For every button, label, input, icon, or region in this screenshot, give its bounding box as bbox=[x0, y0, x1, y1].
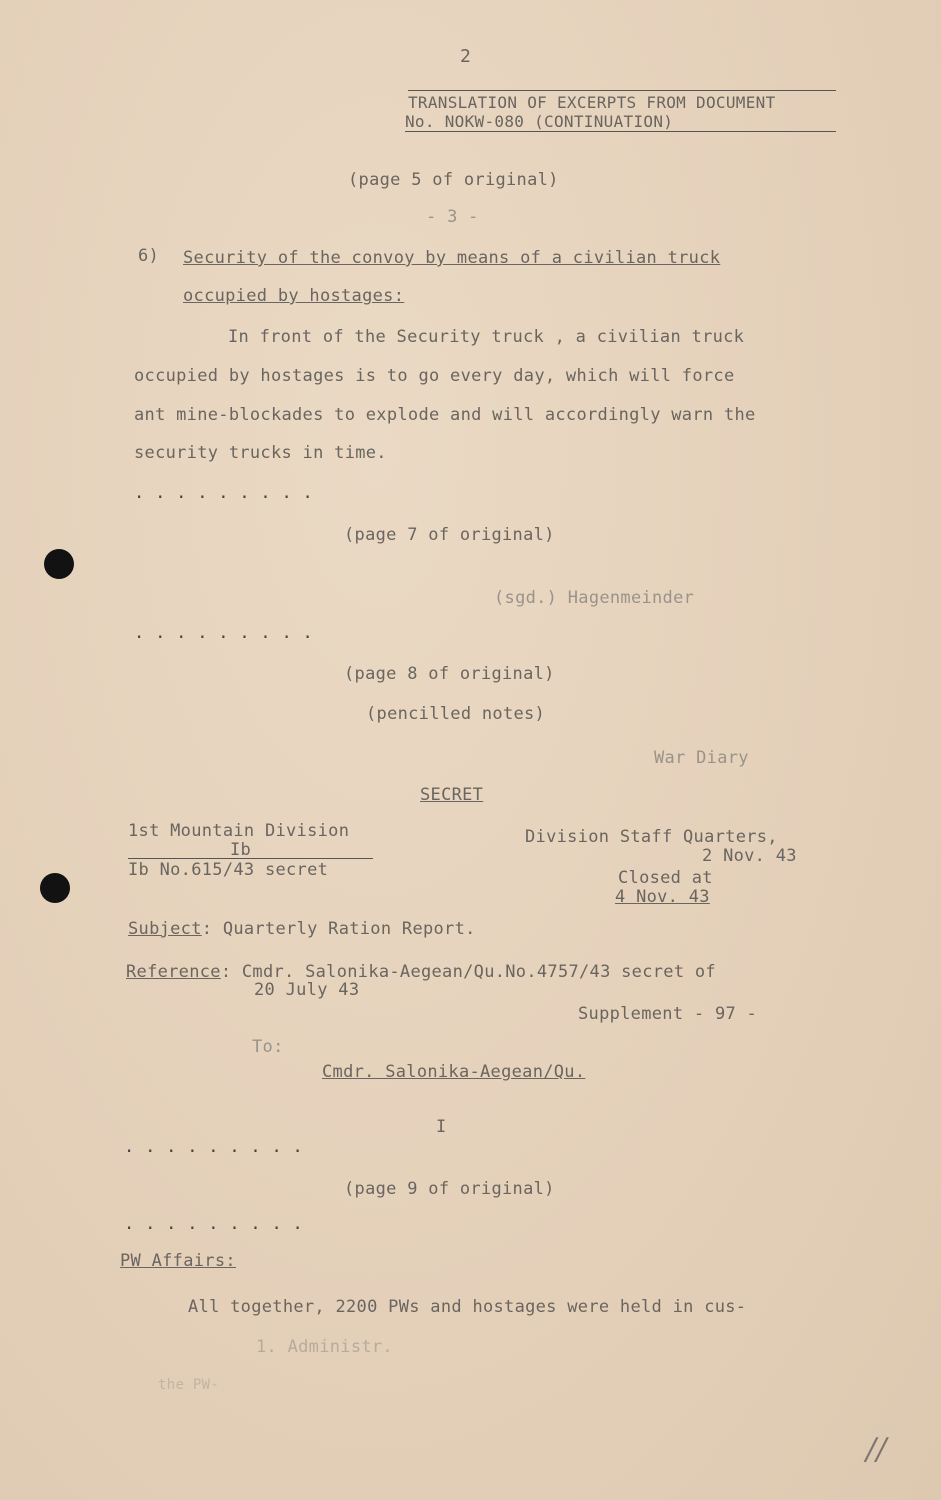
ellipsis-3: . . . . . . . . . bbox=[124, 1137, 304, 1157]
header-bottom-rule bbox=[405, 131, 836, 132]
body-line-1: In front of the Security truck , a civilian truck bbox=[228, 327, 745, 347]
subject-text: : Quarterly Ration Report. bbox=[201, 919, 476, 939]
pw-affairs-line2: 1. Administr. bbox=[256, 1337, 393, 1357]
ellipsis-4: . . . . . . . . . bbox=[124, 1214, 304, 1234]
pw-affairs-line1: All together, 2200 PWs and hostages were held in cus- bbox=[188, 1297, 747, 1317]
body-line-3: ant mine-blockades to explode and will accordingly warn the bbox=[134, 405, 756, 425]
pencilled-notes: (pencilled notes) bbox=[366, 704, 546, 724]
punch-hole-top bbox=[44, 549, 74, 579]
page-ref-8: (page 8 of original) bbox=[344, 664, 555, 684]
closed-at-label: Closed at bbox=[618, 868, 713, 888]
inner-page-number: - 3 - bbox=[426, 207, 479, 227]
memo-place: Division Staff Quarters, bbox=[525, 827, 778, 847]
margin-mark: // bbox=[866, 1432, 887, 1467]
memo-date: 2 Nov. 43 bbox=[702, 846, 797, 866]
header-document-number: No. NOKW-080 (CONTINUATION) bbox=[405, 112, 674, 131]
reference-label: Reference bbox=[126, 962, 221, 982]
to-recipient: Cmdr. Salonika-Aegean/Qu. bbox=[322, 1062, 586, 1082]
item-number: 6) bbox=[138, 246, 160, 266]
reference-text: : Cmdr. Salonika-Aegean/Qu.No.4757/43 secret of bbox=[220, 962, 716, 982]
memo-from-office: Ib bbox=[230, 840, 252, 860]
to-label: To: bbox=[252, 1037, 284, 1057]
page-ref-7: (page 7 of original) bbox=[344, 525, 555, 545]
header-top-rule bbox=[408, 90, 836, 91]
closed-at-date: 4 Nov. 43 bbox=[615, 887, 710, 907]
war-diary: War Diary bbox=[654, 748, 749, 768]
subject-label: Subject bbox=[128, 919, 202, 939]
punch-hole-bottom bbox=[40, 873, 70, 903]
page-ref-9: (page 9 of original) bbox=[344, 1179, 555, 1199]
memo-from-rule bbox=[128, 858, 373, 859]
page-number: 2 bbox=[460, 46, 472, 67]
supplement-number: Supplement - 97 - bbox=[578, 1004, 758, 1024]
memo-reference-number: Ib No.615/43 secret bbox=[128, 860, 329, 880]
subject-line bbox=[128, 919, 476, 939]
roman-section: I bbox=[436, 1117, 447, 1137]
item-heading-line1: Security of the convoy by means of a civilian truck bbox=[183, 248, 721, 268]
reference-line bbox=[126, 962, 716, 982]
item-heading-line2: occupied by hostages: bbox=[183, 286, 405, 306]
signature: (sgd.) Hagenmeinder bbox=[494, 588, 695, 608]
ellipsis-1: . . . . . . . . . bbox=[134, 483, 314, 503]
header-title: TRANSLATION OF EXCERPTS FROM DOCUMENT bbox=[408, 93, 776, 112]
reference-date: 20 July 43 bbox=[254, 980, 360, 1000]
page-ref-5: (page 5 of original) bbox=[348, 170, 559, 190]
secret-label: SECRET bbox=[420, 785, 484, 805]
pw-affairs-heading: PW Affairs: bbox=[120, 1251, 236, 1271]
body-line-4: security trucks in time. bbox=[134, 443, 387, 463]
memo-from-unit: 1st Mountain Division bbox=[128, 821, 350, 841]
body-line-2: occupied by hostages is to go every day, which will force bbox=[134, 366, 735, 386]
pw-affairs-line3: the PW- bbox=[158, 1377, 220, 1393]
ellipsis-2: . . . . . . . . . bbox=[134, 623, 314, 643]
